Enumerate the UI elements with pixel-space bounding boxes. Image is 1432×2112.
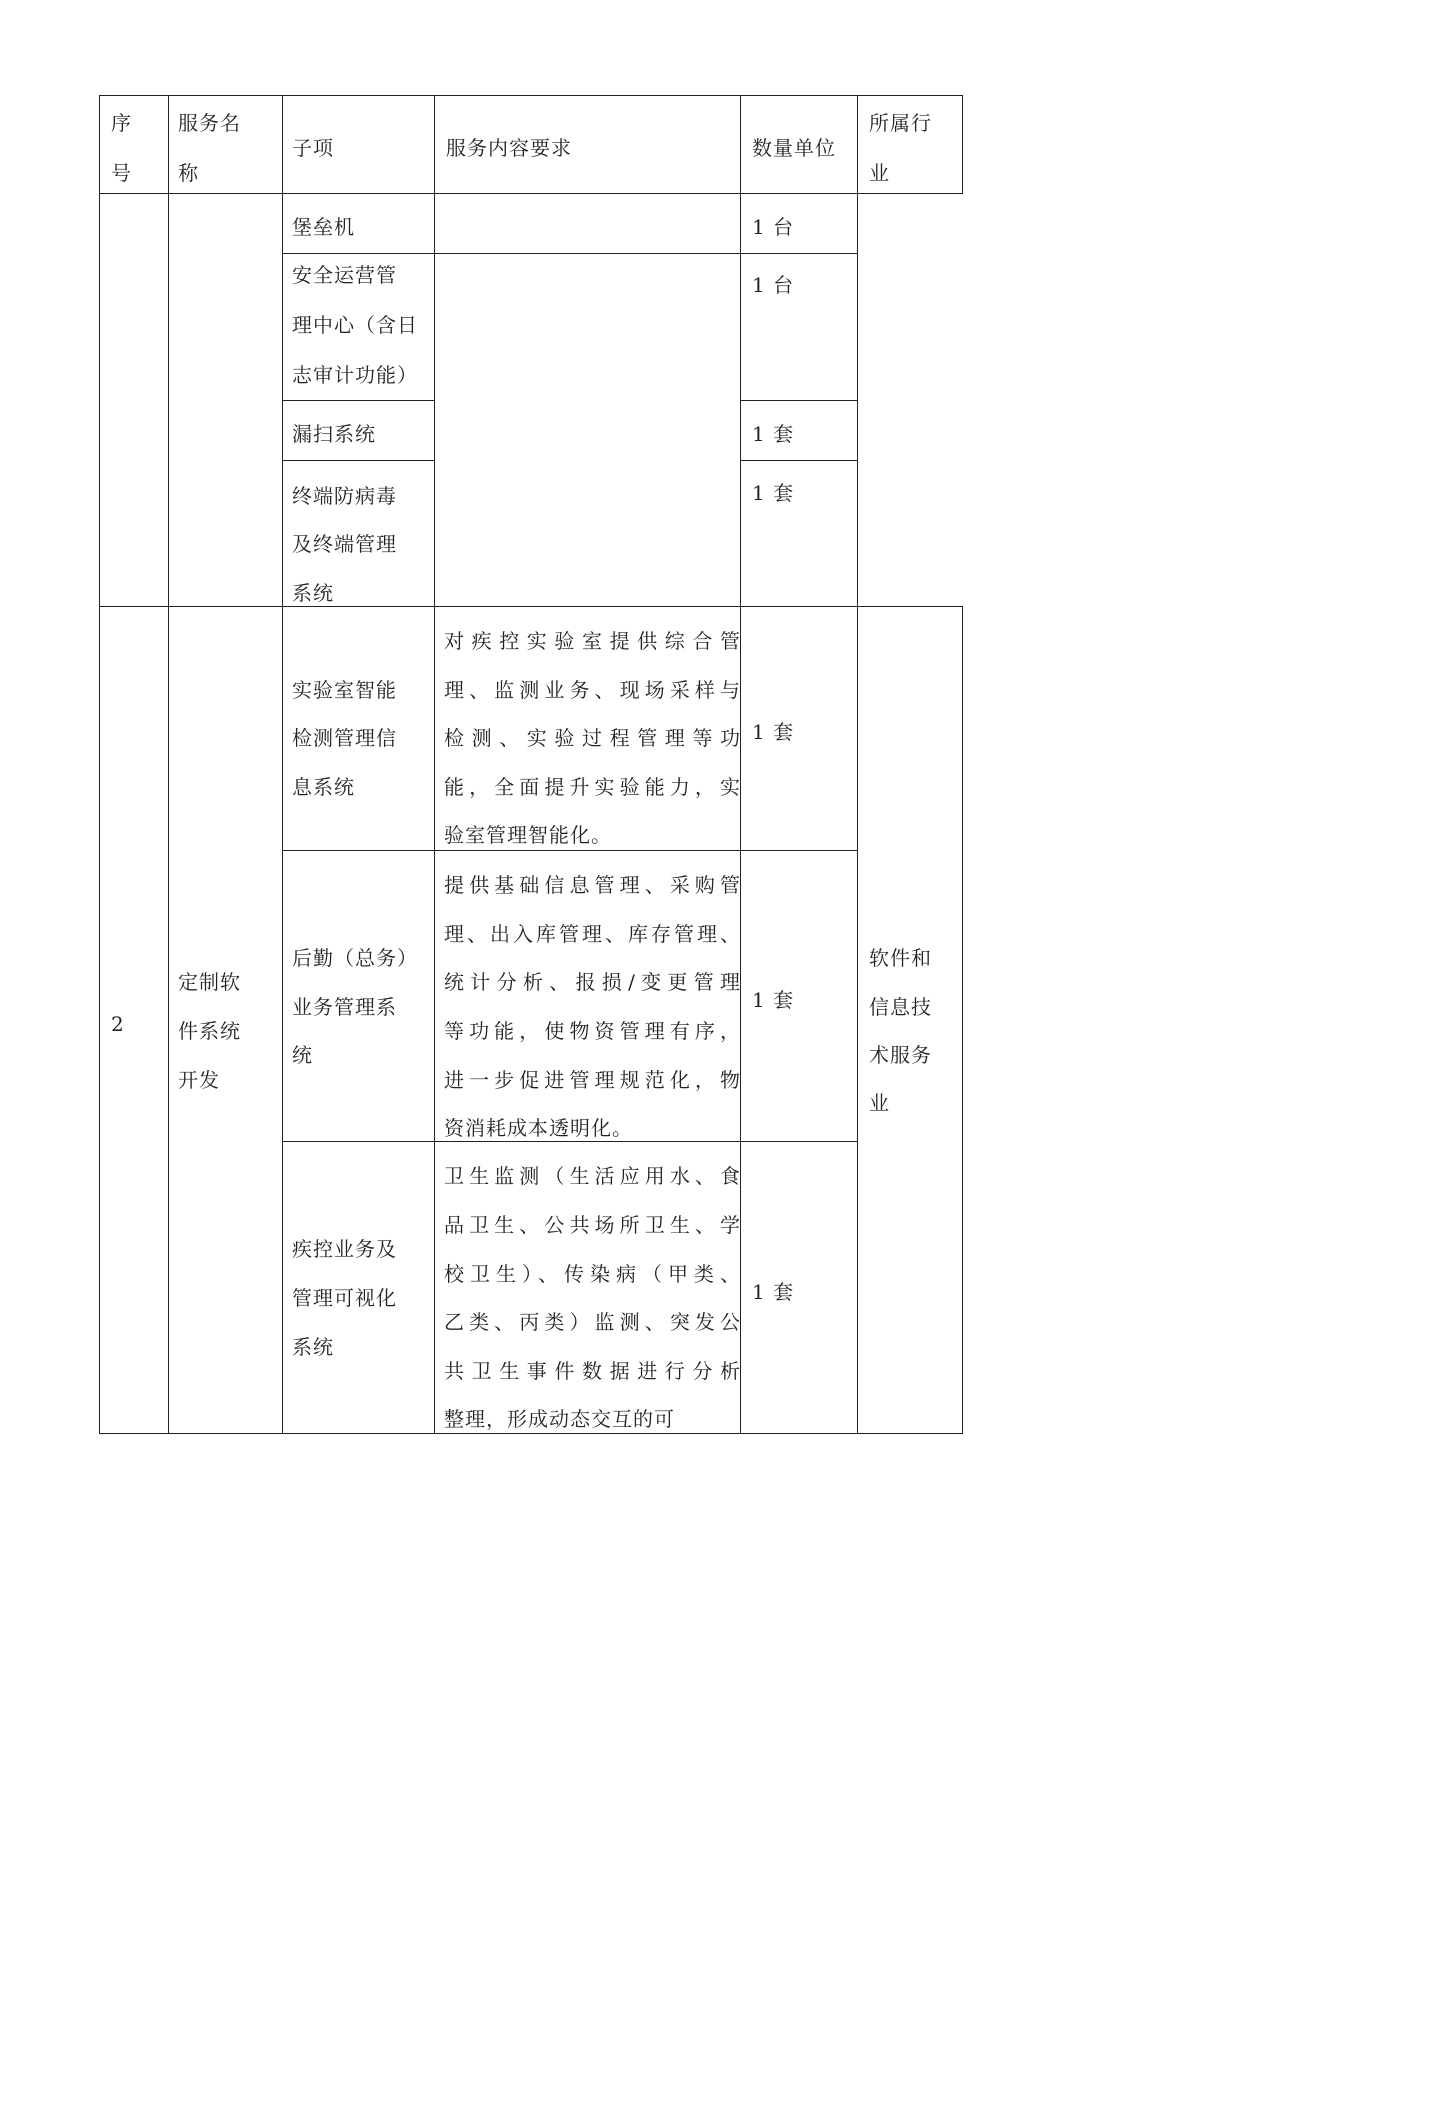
grid-line (168, 95, 169, 1434)
grid-line (740, 400, 858, 401)
quantity-value: 1 套 (752, 720, 795, 744)
header-seq-line-2: 号 (111, 161, 132, 185)
grid-line (740, 95, 741, 1434)
grid-line (282, 95, 283, 1434)
content-line: 提供基础信息管理、采购管 (444, 873, 740, 897)
content-line: 校卫生）、传染病（甲类、 (444, 1262, 740, 1286)
grid-line (99, 193, 963, 194)
content-line: 资消耗成本透明化。 (444, 1116, 633, 1140)
industry-line-4: 业 (869, 1091, 890, 1115)
grid-line (282, 253, 858, 254)
sub-item-line-1: 实验室智能 (292, 678, 397, 702)
quantity-value: 1 套 (752, 988, 795, 1012)
sub-item-antivirus-line-1: 终端防病毒 (292, 484, 397, 508)
content-line: 统计分析、报损/变更管理 (444, 970, 740, 994)
service-name-line-1: 定制软 (178, 970, 241, 994)
grid-line (740, 460, 858, 461)
sub-item-antivirus-line-2: 及终端管理 (292, 532, 397, 556)
service-name-line-2: 件系统 (178, 1019, 241, 1043)
sub-item-soc-line-2: 理中心（含日 (292, 313, 418, 337)
content-line: 整理，形成动态交互的可 (444, 1407, 675, 1431)
grid-line (282, 460, 434, 461)
content-line: 等功能，使物资管理有序， (444, 1019, 740, 1043)
content-line: 理、监测业务、现场采样与 (444, 678, 740, 702)
header-industry-line-1: 所属行 (869, 111, 932, 135)
content-line: 乙类、丙类）监测、突发公 (444, 1310, 740, 1334)
content-line: 对疾控实验室提供综合管 (444, 629, 740, 653)
industry-line-2: 信息技 (869, 995, 932, 1019)
industry-line-3: 术服务 (869, 1043, 932, 1067)
content-line: 品卫生、公共场所卫生、学 (444, 1213, 740, 1237)
grid-line (99, 1433, 963, 1434)
header-industry-line-2: 业 (869, 161, 890, 185)
sub-item-vuln-scan: 漏扫系统 (292, 422, 376, 446)
sub-item-line-2: 检测管理信 (292, 726, 397, 750)
header-content: 服务内容要求 (446, 136, 572, 160)
sub-item-line-2: 管理可视化 (292, 1286, 397, 1310)
grid-line (962, 606, 963, 1434)
sub-item-line-3: 息系统 (292, 775, 355, 799)
content-line: 理、出入库管理、库存管理、 (444, 922, 740, 946)
grid-line (962, 95, 963, 193)
content-line: 共卫生事件数据进行分析 (444, 1359, 740, 1383)
header-service-name-line-1: 服务名 (178, 111, 241, 135)
content-line: 能，全面提升实验能力，实 (444, 775, 740, 799)
grid-line (99, 95, 100, 1434)
sub-item-bastion-host: 堡垒机 (292, 215, 355, 239)
content-line: 卫生监测（生活应用水、食 (444, 1164, 740, 1188)
grid-line (434, 95, 435, 1434)
sub-item-soc-line-1: 安全运营管 (292, 263, 397, 287)
sub-item-line-3: 系统 (292, 1335, 334, 1359)
quantity-value: 1 套 (752, 1280, 795, 1304)
sub-item-antivirus-line-3: 系统 (292, 581, 334, 605)
quantity-value: 1 台 (752, 273, 795, 297)
header-seq-line-1: 序 (111, 111, 132, 135)
seq-number: 2 (111, 1012, 125, 1036)
grid-line (99, 606, 963, 607)
header-service-name-line-2: 称 (178, 161, 199, 185)
grid-line (282, 400, 434, 401)
sub-item-line-3: 统 (292, 1043, 313, 1067)
industry-line-1: 软件和 (869, 946, 932, 970)
content-line: 验室管理智能化。 (444, 823, 612, 847)
sub-item-line-1: 疾控业务及 (292, 1237, 397, 1261)
content-line: 进一步促进管理规范化，物 (444, 1068, 740, 1092)
grid-line (282, 1141, 858, 1142)
sub-item-line-1: 后勤（总务） (292, 946, 418, 970)
header-sub-item: 子项 (292, 136, 334, 160)
content-line: 检测、实验过程管理等功 (444, 726, 740, 750)
quantity-value: 1 套 (752, 422, 795, 446)
grid-line (282, 850, 858, 851)
sub-item-soc-line-3: 志审计功能） (292, 363, 418, 387)
grid-line (99, 95, 963, 96)
header-quantity: 数量单位 (752, 136, 836, 160)
grid-line (857, 95, 858, 1434)
quantity-value: 1 台 (752, 215, 795, 239)
quantity-value: 1 套 (752, 481, 795, 505)
service-name-line-3: 开发 (178, 1068, 220, 1092)
sub-item-line-2: 业务管理系 (292, 995, 397, 1019)
